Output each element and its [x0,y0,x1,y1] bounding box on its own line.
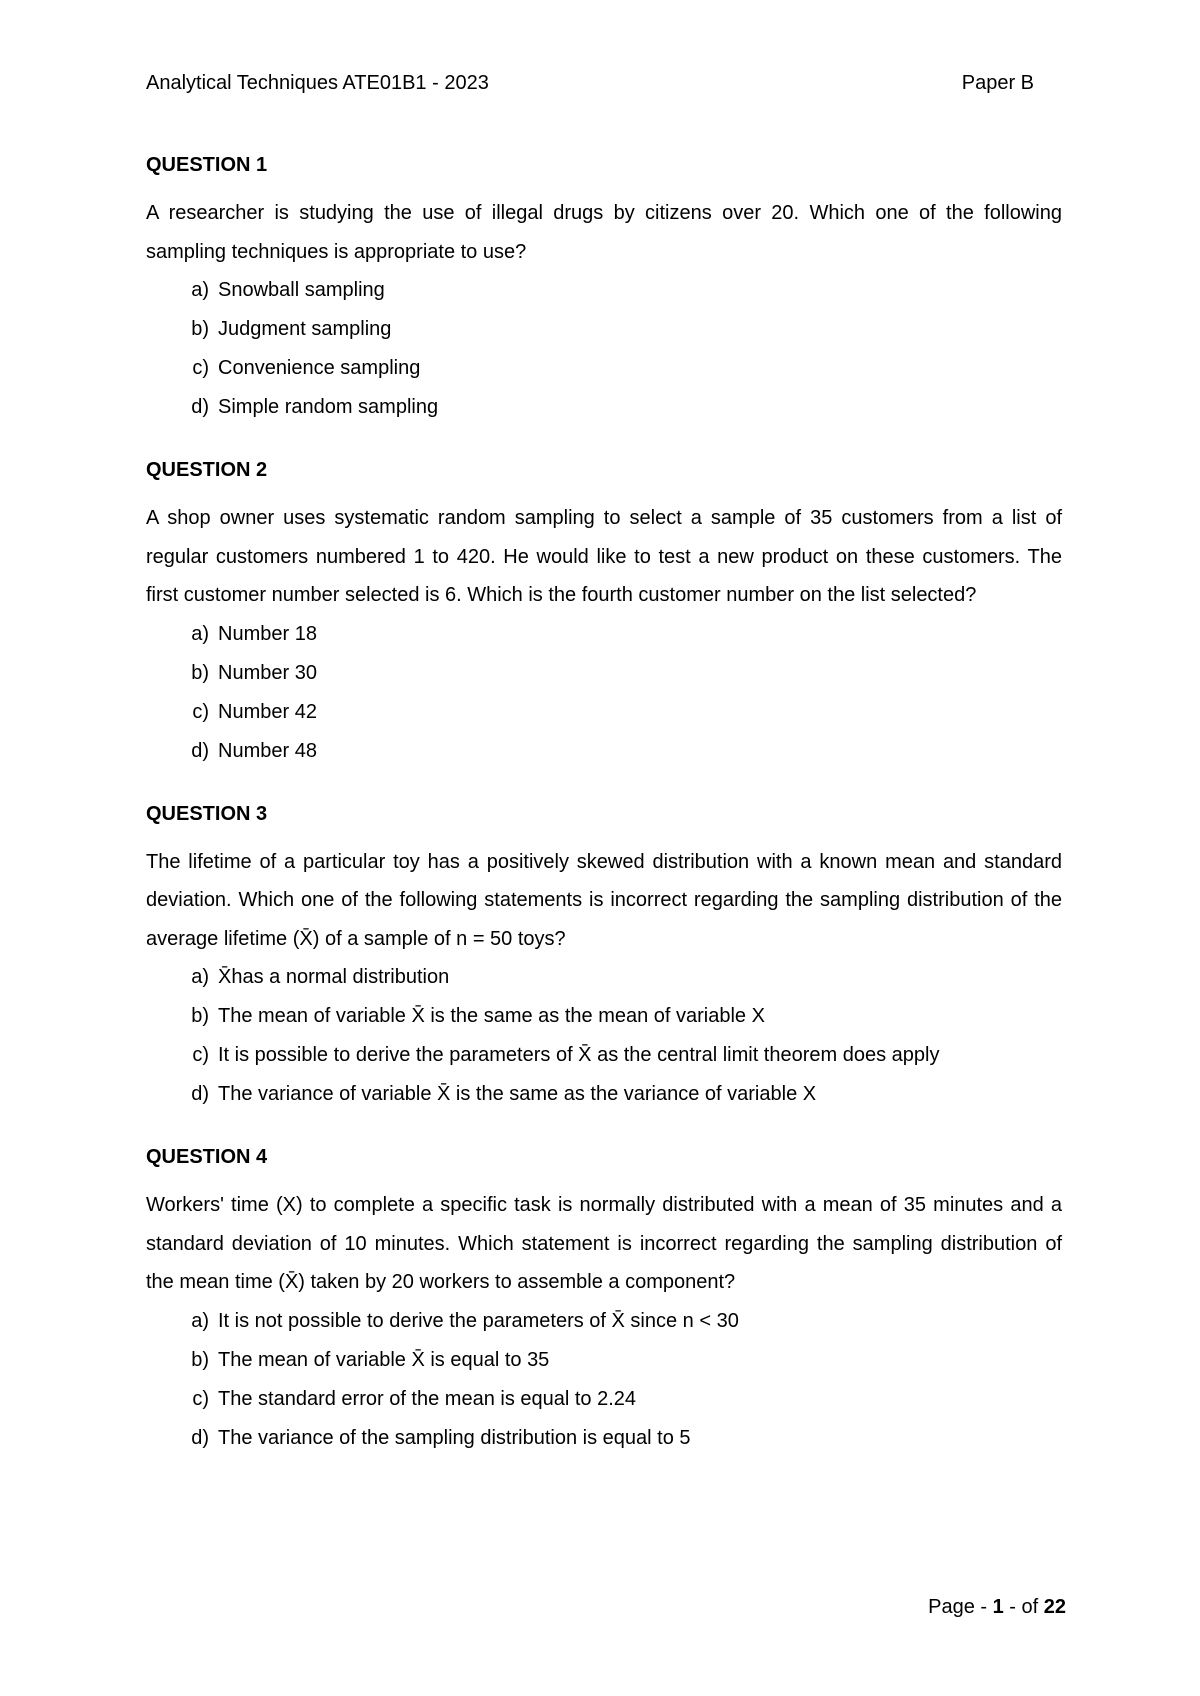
option-item [146,615,1062,654]
question-text: A shop owner uses systematic random sampling to select a sample of 35 customers from a list of regular customers numbered 1 to 420. He would like to test a new product on these customers. The first customer number selected is 6. Which is the fourth customer number on the list selected? [146,507,1062,606]
questions-content [146,148,1062,1484]
option-item [146,997,1062,1036]
option-letter: b) [191,661,209,684]
question-heading: QUESTION 1 [146,154,268,176]
option-item [146,1075,1062,1114]
option-letter: a) [191,279,209,301]
option-item [146,1419,1062,1458]
option-text: Convenience sampling [218,357,421,379]
option-list [146,271,1062,427]
option-text: The variance of the sampling distribution is equal to 5 [218,1426,691,1449]
option-text: The variance of variable X̄ is the same as the variance of variable X [218,1083,817,1105]
option-item [146,271,1062,310]
question-heading: QUESTION 3 [146,802,268,825]
option-item [146,1302,1062,1341]
option-item [146,732,1062,771]
of-word: - of [1003,1596,1044,1618]
option-letter: b) [191,318,209,340]
document-title: Analytical Techniques ATE01B1 - 2023 [146,72,489,94]
option-text: The standard error of the mean is equal to 2.24 [218,1387,637,1410]
option-item [146,388,1062,427]
page-footer [928,1596,1066,1619]
option-text: Judgment sampling [218,318,392,340]
option-letter: a) [191,1309,209,1332]
option-letter: d) [191,1426,209,1449]
option-item [146,958,1062,997]
option-letter: c) [192,700,209,723]
option-letter: c) [192,1044,209,1066]
question-text: A researcher is studying the use of illegal drugs by citizens over 20. Which one of the following sampling techniques is appropriate to use? [146,202,1062,263]
option-text: Simple random sampling [218,396,439,418]
option-text: Number 48 [218,739,317,762]
option-text: X̄has a normal distribution [218,966,450,988]
option-item [146,693,1062,732]
option-list [146,1302,1062,1458]
option-item [146,654,1062,693]
option-letter: a) [191,622,209,645]
option-text: Number 42 [218,700,317,723]
question-2 [146,453,1062,771]
option-item [146,1380,1062,1419]
question-4 [146,1140,1062,1458]
option-letter: d) [191,396,209,418]
option-text: Snowball sampling [218,279,385,301]
option-item [146,310,1062,349]
question-heading: QUESTION 4 [146,1146,268,1168]
paper-label: Paper B [961,72,1034,94]
option-text: It is possible to derive the parameters of X̄ as the central limit theorem does apply [218,1044,940,1066]
option-letter: c) [192,1387,209,1410]
option-text: It is not possible to derive the parameters of X̄ since n < 30 [218,1309,739,1332]
option-text: The mean of variable X̄ is the same as the mean of variable X [218,1005,765,1027]
option-letter: a) [191,966,209,988]
option-item [146,1036,1062,1075]
option-letter: d) [191,739,209,762]
question-3 [146,797,1062,1115]
option-item [146,1341,1062,1380]
question-1 [146,148,1062,427]
question-text: Workers' time (X) to complete a specific task is normally distributed with a mean of 35 minutes and a standard deviation of 10 minutes. Which statement is incorrect regarding the sampling distribution of the mean time (X̄) taken by 20 workers to assemble a component? [146,1194,1062,1293]
page-number: 1 [992,1596,1004,1618]
option-list [146,958,1062,1114]
page-header [146,72,1034,102]
option-list [146,615,1062,771]
option-letter: b) [191,1348,209,1371]
option-letter: c) [192,357,209,379]
page-word: Page - [928,1596,993,1618]
option-text: The mean of variable X̄ is equal to 35 [218,1348,550,1371]
total-pages: 22 [1043,1596,1066,1618]
option-text: Number 30 [218,661,317,684]
option-letter: d) [191,1083,209,1105]
option-text: Number 18 [218,622,317,645]
option-letter: b) [191,1005,209,1027]
option-item [146,349,1062,388]
question-heading: QUESTION 2 [146,459,268,481]
question-text: The lifetime of a particular toy has a positively skewed distribution with a known mean and standard deviation. Which one of the following statements is incorrect regarding the sampling distribution of the average lifetime (X̄) of a sample of n = 50 toys? [146,850,1062,950]
